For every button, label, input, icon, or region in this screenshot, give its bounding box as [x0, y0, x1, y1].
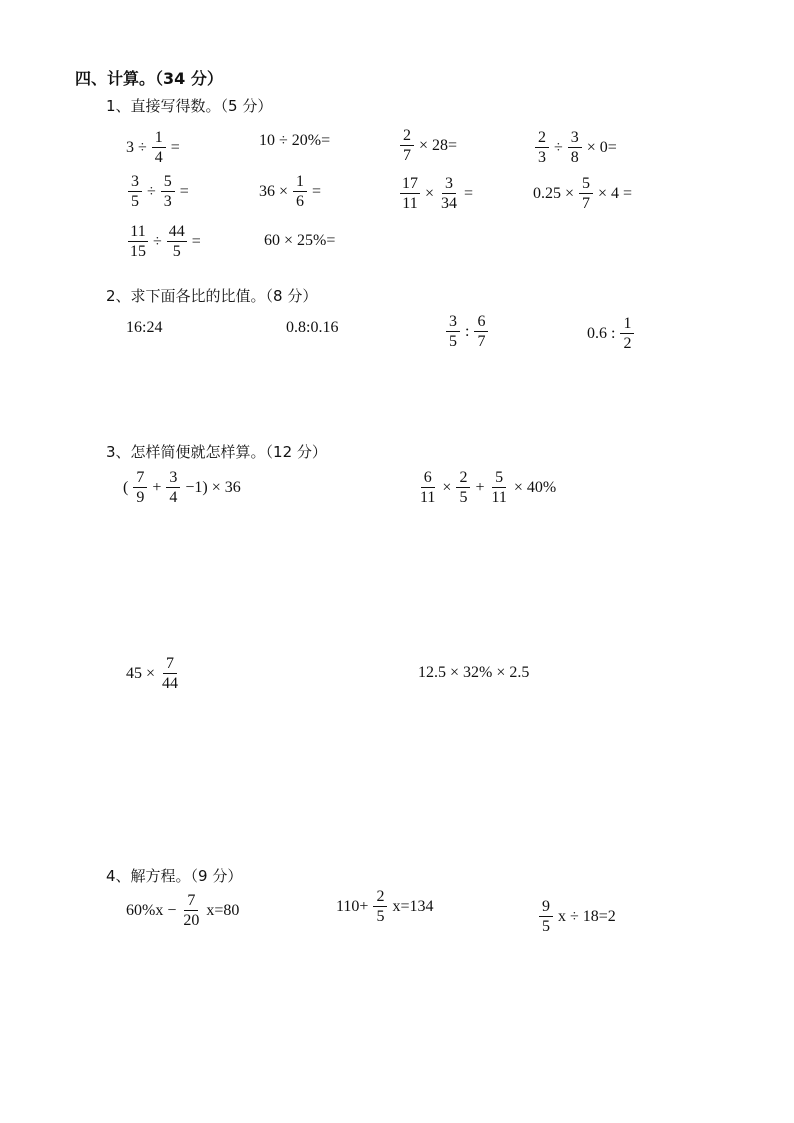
fraction — [152, 130, 166, 166]
fraction-denominator: 7 — [582, 195, 591, 212]
fraction — [181, 893, 201, 929]
problem-2-3 — [444, 314, 490, 350]
fraction — [489, 470, 508, 506]
problem-1-6 — [259, 174, 321, 210]
fraction-denominator: 6 — [296, 193, 305, 210]
expression-text: 3 ÷ — [126, 139, 147, 156]
problem-1-7 — [398, 176, 473, 212]
fraction-denominator: 5 — [542, 918, 550, 935]
fraction-numerator: 5 — [492, 470, 506, 488]
fraction-denominator: 5 — [459, 489, 468, 506]
fraction-numerator: 7 — [163, 656, 177, 674]
fraction-denominator: 5 — [131, 193, 139, 210]
fraction-denominator: 5 — [376, 908, 385, 925]
expression-text: × 28= — [419, 137, 458, 154]
fraction-numerator: 1 — [620, 316, 634, 334]
expression-text: = — [464, 185, 474, 202]
expression-text: 0.25 × — [533, 185, 575, 202]
fraction-numerator: 2 — [456, 470, 470, 488]
fraction — [446, 314, 460, 350]
fraction-numerator: 2 — [400, 128, 414, 146]
fraction-denominator: 4 — [169, 489, 178, 506]
expression-text: : — [465, 323, 470, 340]
problem-1-5 — [126, 174, 189, 210]
fraction-numerator: 5 — [579, 176, 593, 194]
problem-2-1 — [126, 320, 162, 336]
fraction — [439, 176, 459, 212]
problem-1-2 — [259, 133, 330, 149]
fraction-numerator: 3 — [166, 470, 180, 488]
problem-2-2 — [286, 320, 338, 336]
expression-text: × — [425, 185, 435, 202]
fraction-numerator: 11 — [130, 223, 146, 240]
fraction-denominator: 20 — [183, 912, 200, 929]
problem-3-4 — [418, 665, 529, 681]
fraction — [400, 128, 414, 164]
part-4-heading: 4、解方程。（9 分） — [106, 867, 243, 885]
expression-text: × 40% — [513, 479, 557, 496]
fraction-numerator: 1 — [152, 130, 166, 148]
expression-text: 12.5 × 32% × 2.5 — [418, 664, 530, 681]
fraction-numerator: 3 — [446, 314, 460, 332]
problem-3-2 — [416, 470, 556, 506]
expression-text: = — [170, 139, 180, 156]
expression-text: ( — [123, 479, 129, 496]
fraction-denominator: 9 — [136, 489, 145, 506]
expression-text: × 0= — [586, 139, 617, 156]
problem-1-8 — [533, 176, 632, 212]
expression-text: 16:24 — [126, 319, 163, 336]
expression-text: 0.8:0.16 — [286, 319, 339, 336]
expression-text: = — [312, 183, 322, 200]
fraction-numerator: 3 — [568, 130, 582, 148]
fraction-numerator: 7 — [133, 470, 147, 488]
fraction-denominator: 5 — [449, 333, 457, 350]
fraction — [161, 174, 175, 210]
fraction-denominator: 44 — [162, 675, 179, 692]
fraction-numerator: 44 — [168, 223, 185, 240]
expression-text: x ÷ 18=2 — [558, 908, 616, 925]
part-2-heading: 2、求下面各比的比值。（8 分） — [106, 287, 318, 305]
section-title: 四、计算。（34 分） — [75, 69, 223, 88]
expression-text: x=134 — [392, 898, 434, 915]
fraction-numerator: 3 — [128, 174, 142, 192]
problem-3-1 — [123, 470, 241, 506]
fraction — [400, 176, 420, 212]
fraction-numerator: 2 — [535, 130, 549, 148]
fraction — [133, 470, 147, 506]
fraction — [535, 130, 549, 166]
fraction — [579, 176, 593, 212]
expression-text: = — [191, 233, 201, 250]
fraction-denominator: 3 — [538, 149, 546, 166]
fraction — [620, 316, 634, 352]
expression-text: × 4 = — [598, 185, 633, 202]
fraction-denominator: 5 — [172, 243, 181, 260]
fraction-denominator: 3 — [163, 193, 172, 210]
problem-1-3 — [398, 128, 457, 164]
fraction-denominator: 15 — [130, 243, 146, 260]
fraction-denominator: 34 — [441, 195, 458, 212]
fraction — [293, 174, 307, 210]
fraction-denominator: 2 — [623, 335, 632, 352]
fraction-denominator: 11 — [402, 195, 418, 212]
fraction-denominator: 4 — [154, 149, 163, 166]
fraction-numerator: 9 — [539, 899, 553, 917]
fraction-numerator: 6 — [474, 314, 488, 332]
expression-text: + — [152, 479, 162, 496]
expression-text: + — [475, 479, 485, 496]
problem-4-2 — [336, 889, 433, 925]
expression-text: x=80 — [206, 902, 240, 919]
fraction-numerator: 1 — [293, 174, 307, 192]
problem-4-1 — [126, 893, 239, 929]
fraction — [128, 224, 148, 260]
fraction — [418, 470, 437, 506]
expression-text: ÷ — [147, 183, 156, 200]
problem-1-1 — [126, 130, 180, 166]
expression-text: −1) × 36 — [185, 479, 241, 496]
problem-3-3 — [126, 656, 182, 692]
fraction-denominator: 11 — [420, 489, 436, 506]
expression-text: × — [442, 479, 452, 496]
fraction-numerator: 5 — [161, 174, 175, 192]
expression-text: ÷ — [153, 233, 162, 250]
expression-text: 10 ÷ 20%= — [259, 132, 331, 149]
fraction — [128, 174, 142, 210]
problem-2-4 — [587, 316, 636, 352]
expression-text: 45 × — [126, 665, 156, 682]
fraction — [474, 314, 488, 350]
expression-text: ÷ — [554, 139, 563, 156]
expression-text: = — [179, 183, 189, 200]
fraction-denominator: 8 — [570, 149, 579, 166]
part-1-heading: 1、直接写得数。（5 分） — [106, 97, 273, 115]
fraction-numerator: 2 — [373, 889, 387, 907]
fraction — [160, 656, 180, 692]
fraction — [373, 889, 387, 925]
fraction — [166, 470, 180, 506]
fraction-denominator: 7 — [403, 147, 411, 164]
problem-1-10 — [264, 233, 335, 249]
fraction — [167, 224, 187, 260]
problem-1-9 — [126, 224, 201, 260]
fraction-numerator: 17 — [402, 175, 418, 192]
fraction — [456, 470, 470, 506]
fraction-denominator: 11 — [491, 489, 507, 506]
expression-text: 60%x − — [126, 902, 177, 919]
fraction-numerator: 6 — [421, 470, 435, 488]
expression-text: 110+ — [336, 898, 369, 915]
problem-1-4 — [533, 130, 617, 166]
expression-text: 36 × — [259, 183, 289, 200]
expression-text: 60 × 25%= — [264, 232, 336, 249]
part-3-heading: 3、怎样简便就怎样算。（12 分） — [106, 443, 327, 461]
fraction — [539, 899, 553, 935]
fraction-denominator: 7 — [477, 333, 486, 350]
problem-4-3 — [537, 899, 616, 935]
fraction-numerator: 3 — [442, 176, 456, 194]
fraction — [568, 130, 582, 166]
expression-text: 0.6 : — [587, 325, 616, 342]
fraction-numerator: 7 — [184, 893, 198, 911]
